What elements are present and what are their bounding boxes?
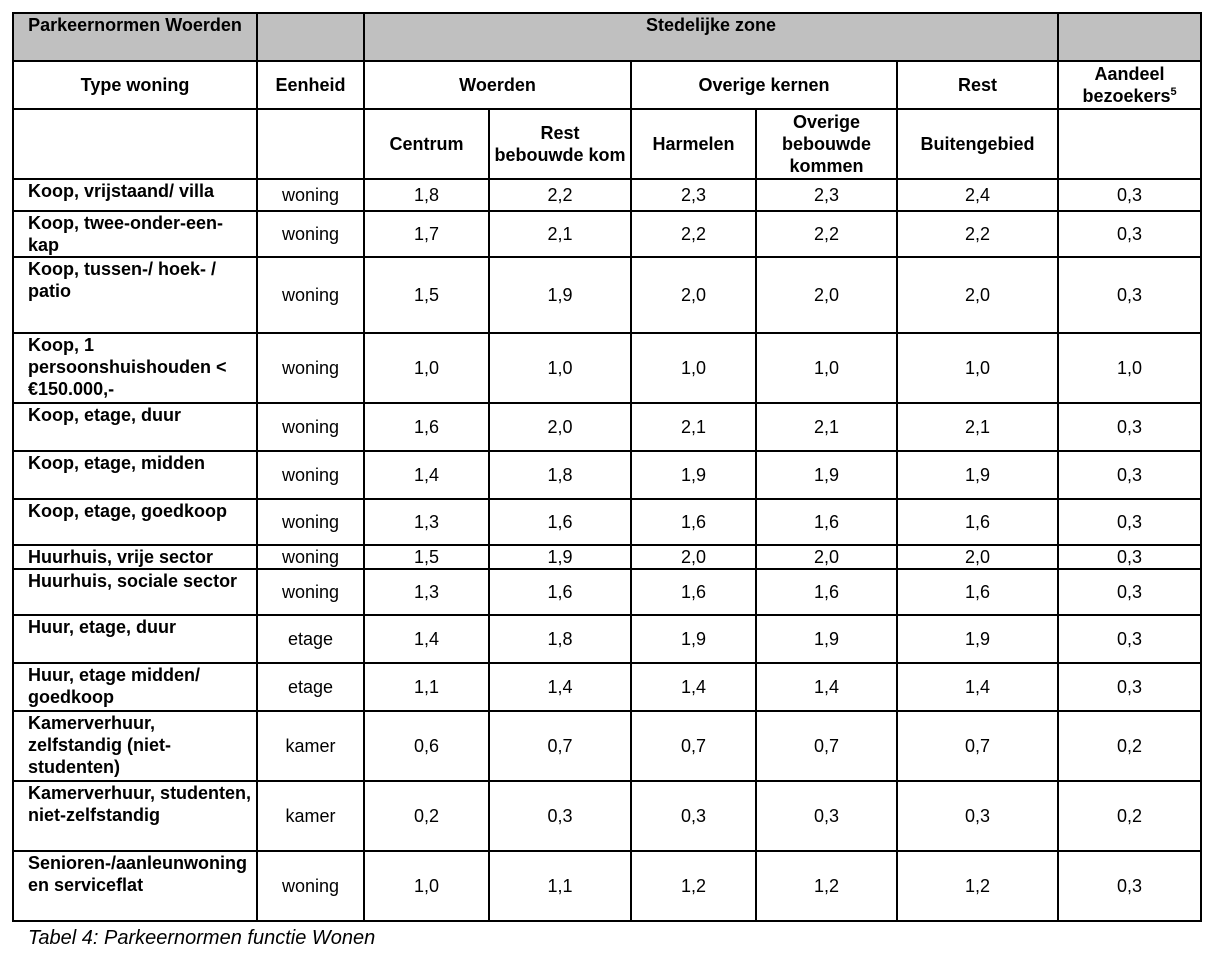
cell-harmelen: 0,7 — [631, 711, 756, 781]
cell-overige: 2,1 — [756, 403, 897, 451]
header-empty-cell — [257, 109, 364, 179]
cell-overige: 1,4 — [756, 663, 897, 711]
cell-harmelen: 1,9 — [631, 615, 756, 663]
header-buitengebied: Buitengebied — [897, 109, 1058, 179]
header-rest-bebouwde-kom: Rest bebouwde kom — [489, 109, 631, 179]
cell-unit: woning — [257, 545, 364, 569]
cell-harmelen: 1,9 — [631, 451, 756, 499]
cell-unit: woning — [257, 333, 364, 403]
cell-bezoekers: 0,3 — [1058, 403, 1201, 451]
cell-unit: woning — [257, 179, 364, 211]
cell-buitengebied: 0,7 — [897, 711, 1058, 781]
cell-harmelen: 1,6 — [631, 569, 756, 615]
cell-buitengebied: 1,6 — [897, 499, 1058, 545]
table-row — [13, 451, 1201, 499]
cell-centrum: 1,6 — [364, 403, 489, 451]
cell-centrum: 1,3 — [364, 499, 489, 545]
cell-bezoekers: 0,3 — [1058, 257, 1201, 333]
cell-rest-kom: 0,3 — [489, 781, 631, 851]
row-type-woning: Koop, 1 persoonshuishouden < €150.000,- — [13, 333, 257, 403]
header-eenheid: Eenheid — [257, 61, 364, 109]
cell-bezoekers: 0,3 — [1058, 569, 1201, 615]
table-row — [13, 333, 1201, 403]
cell-harmelen: 2,1 — [631, 403, 756, 451]
table-row — [13, 851, 1201, 921]
table-row — [13, 615, 1201, 663]
header-harmelen: Harmelen — [631, 109, 756, 179]
header-empty-cell — [257, 13, 364, 61]
cell-centrum: 1,4 — [364, 615, 489, 663]
table-row — [13, 499, 1201, 545]
cell-overige: 1,9 — [756, 451, 897, 499]
cell-bezoekers: 0,2 — [1058, 781, 1201, 851]
cell-bezoekers: 0,3 — [1058, 615, 1201, 663]
row-type-woning: Koop, twee-onder-een-kap — [13, 211, 257, 257]
table-row — [13, 179, 1201, 211]
header-overige-kernen: Overige kernen — [631, 61, 897, 109]
cell-overige: 2,2 — [756, 211, 897, 257]
cell-rest-kom: 1,1 — [489, 851, 631, 921]
header-woerden: Woerden — [364, 61, 631, 109]
row-type-woning: Senioren-/aanleunwoning en serviceflat — [13, 851, 257, 921]
cell-buitengebied: 1,2 — [897, 851, 1058, 921]
cell-bezoekers: 0,3 — [1058, 663, 1201, 711]
table-row — [13, 663, 1201, 711]
cell-unit: woning — [257, 211, 364, 257]
cell-bezoekers: 0,2 — [1058, 711, 1201, 781]
cell-rest-kom: 1,4 — [489, 663, 631, 711]
header-row-main — [13, 61, 1201, 109]
cell-centrum: 0,6 — [364, 711, 489, 781]
row-type-woning: Koop, vrijstaand/ villa — [13, 179, 257, 211]
cell-centrum: 1,0 — [364, 851, 489, 921]
cell-buitengebied: 1,0 — [897, 333, 1058, 403]
cell-centrum: 1,5 — [364, 257, 489, 333]
cell-unit: woning — [257, 451, 364, 499]
cell-bezoekers: 0,3 — [1058, 451, 1201, 499]
table-row — [13, 781, 1201, 851]
cell-bezoekers: 0,3 — [1058, 851, 1201, 921]
cell-centrum: 1,5 — [364, 545, 489, 569]
table-row — [13, 569, 1201, 615]
header-row-zone — [13, 13, 1201, 61]
header-aandeel-bezoekers — [1058, 61, 1201, 109]
cell-centrum: 1,1 — [364, 663, 489, 711]
cell-unit: woning — [257, 403, 364, 451]
cell-buitengebied: 1,6 — [897, 569, 1058, 615]
row-type-woning: Huurhuis, vrije sector — [13, 545, 257, 569]
cell-buitengebied: 1,9 — [897, 615, 1058, 663]
cell-overige: 1,0 — [756, 333, 897, 403]
cell-centrum: 1,0 — [364, 333, 489, 403]
cell-rest-kom: 1,8 — [489, 451, 631, 499]
cell-centrum: 1,4 — [364, 451, 489, 499]
cell-unit: kamer — [257, 781, 364, 851]
cell-rest-kom: 1,9 — [489, 257, 631, 333]
cell-overige: 2,3 — [756, 179, 897, 211]
cell-rest-kom: 2,1 — [489, 211, 631, 257]
cell-harmelen: 2,2 — [631, 211, 756, 257]
header-row-sub — [13, 109, 1201, 179]
cell-bezoekers: 0,3 — [1058, 179, 1201, 211]
row-type-woning: Koop, etage, midden — [13, 451, 257, 499]
header-rest: Rest — [897, 61, 1058, 109]
cell-harmelen: 2,0 — [631, 257, 756, 333]
cell-unit: woning — [257, 499, 364, 545]
cell-unit: woning — [257, 257, 364, 333]
cell-rest-kom: 2,2 — [489, 179, 631, 211]
parking-norms-table — [12, 12, 1202, 922]
cell-buitengebied: 2,0 — [897, 257, 1058, 333]
header-empty-cell — [1058, 13, 1201, 61]
cell-overige: 1,6 — [756, 499, 897, 545]
cell-bezoekers: 1,0 — [1058, 333, 1201, 403]
cell-overige: 1,2 — [756, 851, 897, 921]
cell-buitengebied: 2,2 — [897, 211, 1058, 257]
cell-rest-kom: 2,0 — [489, 403, 631, 451]
cell-unit: etage — [257, 663, 364, 711]
header-zone: Stedelijke zone — [364, 13, 1058, 61]
table-row — [13, 545, 1201, 569]
footnote-ref: 5 — [1170, 86, 1177, 98]
cell-overige: 1,6 — [756, 569, 897, 615]
table-row — [13, 403, 1201, 451]
cell-harmelen: 0,3 — [631, 781, 756, 851]
cell-harmelen: 1,6 — [631, 499, 756, 545]
row-type-woning: Koop, etage, goedkoop — [13, 499, 257, 545]
cell-unit: etage — [257, 615, 364, 663]
cell-overige: 2,0 — [756, 545, 897, 569]
cell-unit: woning — [257, 569, 364, 615]
cell-overige: 0,7 — [756, 711, 897, 781]
header-empty-cell — [1058, 109, 1201, 179]
cell-rest-kom: 0,7 — [489, 711, 631, 781]
cell-centrum: 1,3 — [364, 569, 489, 615]
table-caption: Tabel 4: Parkeernormen functie Wonen — [28, 927, 376, 949]
cell-harmelen: 1,0 — [631, 333, 756, 403]
cell-overige: 2,0 — [756, 257, 897, 333]
cell-buitengebied: 2,0 — [897, 545, 1058, 569]
table-row — [13, 257, 1201, 333]
row-type-woning: Kamerverhuur, zelfstandig (niet-studenten) — [13, 711, 257, 781]
cell-rest-kom: 1,6 — [489, 499, 631, 545]
header-overige-bebouwde-kommen: Overige bebouwde kommen — [756, 109, 897, 179]
row-type-woning: Koop, tussen-/ hoek- / patio — [13, 257, 257, 333]
table-row — [13, 211, 1201, 257]
cell-buitengebied: 1,4 — [897, 663, 1058, 711]
row-type-woning: Huurhuis, sociale sector — [13, 569, 257, 615]
cell-harmelen: 1,4 — [631, 663, 756, 711]
row-type-woning: Huur, etage, duur — [13, 615, 257, 663]
cell-buitengebied: 2,1 — [897, 403, 1058, 451]
cell-centrum: 1,7 — [364, 211, 489, 257]
aandeel-label: Aandeel bezoekers — [1082, 64, 1171, 106]
cell-overige: 1,9 — [756, 615, 897, 663]
header-type-woning: Type woning — [13, 61, 257, 109]
cell-buitengebied: 2,4 — [897, 179, 1058, 211]
cell-rest-kom: 1,8 — [489, 615, 631, 663]
cell-centrum: 0,2 — [364, 781, 489, 851]
row-type-woning: Kamerverhuur, studenten, niet-zelfstandig — [13, 781, 257, 851]
cell-rest-kom: 1,0 — [489, 333, 631, 403]
row-type-woning: Koop, etage, duur — [13, 403, 257, 451]
table-row — [13, 711, 1201, 781]
cell-bezoekers: 0,3 — [1058, 499, 1201, 545]
cell-harmelen: 1,2 — [631, 851, 756, 921]
cell-buitengebied: 1,9 — [897, 451, 1058, 499]
cell-centrum: 1,8 — [364, 179, 489, 211]
cell-rest-kom: 1,6 — [489, 569, 631, 615]
cell-bezoekers: 0,3 — [1058, 545, 1201, 569]
cell-harmelen: 2,3 — [631, 179, 756, 211]
cell-bezoekers: 0,3 — [1058, 211, 1201, 257]
cell-rest-kom: 1,9 — [489, 545, 631, 569]
header-title: Parkeernormen Woerden — [13, 13, 257, 61]
cell-overige: 0,3 — [756, 781, 897, 851]
header-empty-cell — [13, 109, 257, 179]
header-centrum: Centrum — [364, 109, 489, 179]
row-type-woning: Huur, etage midden/ goedkoop — [13, 663, 257, 711]
cell-unit: kamer — [257, 711, 364, 781]
cell-unit: woning — [257, 851, 364, 921]
cell-harmelen: 2,0 — [631, 545, 756, 569]
cell-buitengebied: 0,3 — [897, 781, 1058, 851]
